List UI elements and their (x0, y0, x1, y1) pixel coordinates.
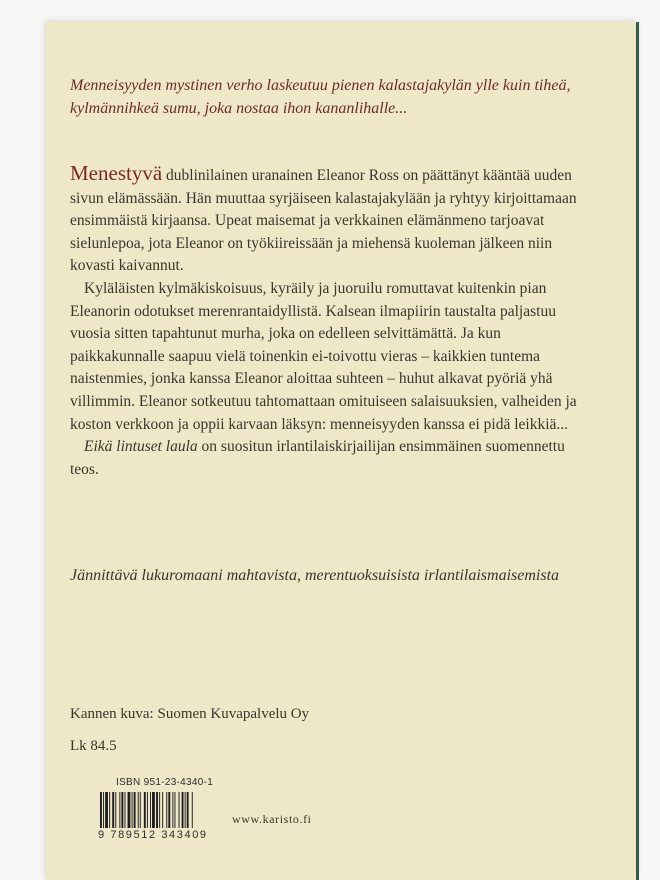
synopsis-paragraph-3 (70, 436, 590, 481)
cover-credit: Kannen kuva: Suomen Kuvapalvelu Oy (70, 706, 310, 722)
paragraph-3-text: on suositun irlantilaiskirjailijan ensimmäinen suomennettu teos. (70, 438, 565, 478)
synopsis-paragraph-1 (70, 162, 590, 278)
intro-teaser: Menneisyyden mystinen verho laskeutuu pienen kalastajakylän ylle kuin tiheä, kylmännihkeä sumu, joka nostaa ihon kananlihalle... (70, 77, 571, 117)
tagline: Jännittävä lukuromaani mahtavista, merentuoksuisista irlantilaismaisemista (70, 567, 560, 584)
book-title: Eikä lintuset laula (84, 438, 198, 456)
lead-word: Menestyvä (70, 161, 163, 185)
publisher-website: www.karisto.fi (232, 812, 312, 826)
barcode (100, 792, 228, 828)
paragraph-1-text: dublinilainen uranainen Eleanor Ross on päättänyt kääntää uuden sivun elämässään. Hän muuttaa syrjäiseen kalastajakylään ja ryhtyy kirjoittamaan ensimmäistä kirjaansa. Upeat maisemat ja verkkainen elämänmeno tarjoavat sielunlepoa, jota Eleanor on työkiireissään ja miehensä kuoleman jälkeen niin kovasti kaivannut. (70, 167, 577, 275)
synopsis-paragraph-2: Kyläläisten kylmäkiskoisuus, kyräily ja juoruilu romuttavat kuitenkin pian Eleanorin odotukset merenrantaidyllistä. Kalsean ilmapiirin taustalta paljastuu vuosia sitten tapahtunut murha, joka on edelleen selvittämättä. Ja kun paikkakunnalle saapuu vielä toinenkin ei-toivottu vieras – kaikkien tuntema naistenmies, jonka kanssa Eleanor aloittaa suhteen – huhut alkavat pyöriä yhä villimmin. Eleanor sotkeutuu tahtomattaan omituiseen salaisuuksien, valheiden ja koston verkkoon ja oppii karvaan läksyn: menneisyyden kanssa ei pidä leikkiä... (70, 279, 577, 433)
synopsis (70, 162, 590, 481)
barcode-digits: 9 789512 343409 (98, 829, 208, 841)
library-classification: Lk 84.5 (70, 738, 117, 754)
isbn-number: ISBN 951-23-4340-1 (116, 777, 214, 788)
